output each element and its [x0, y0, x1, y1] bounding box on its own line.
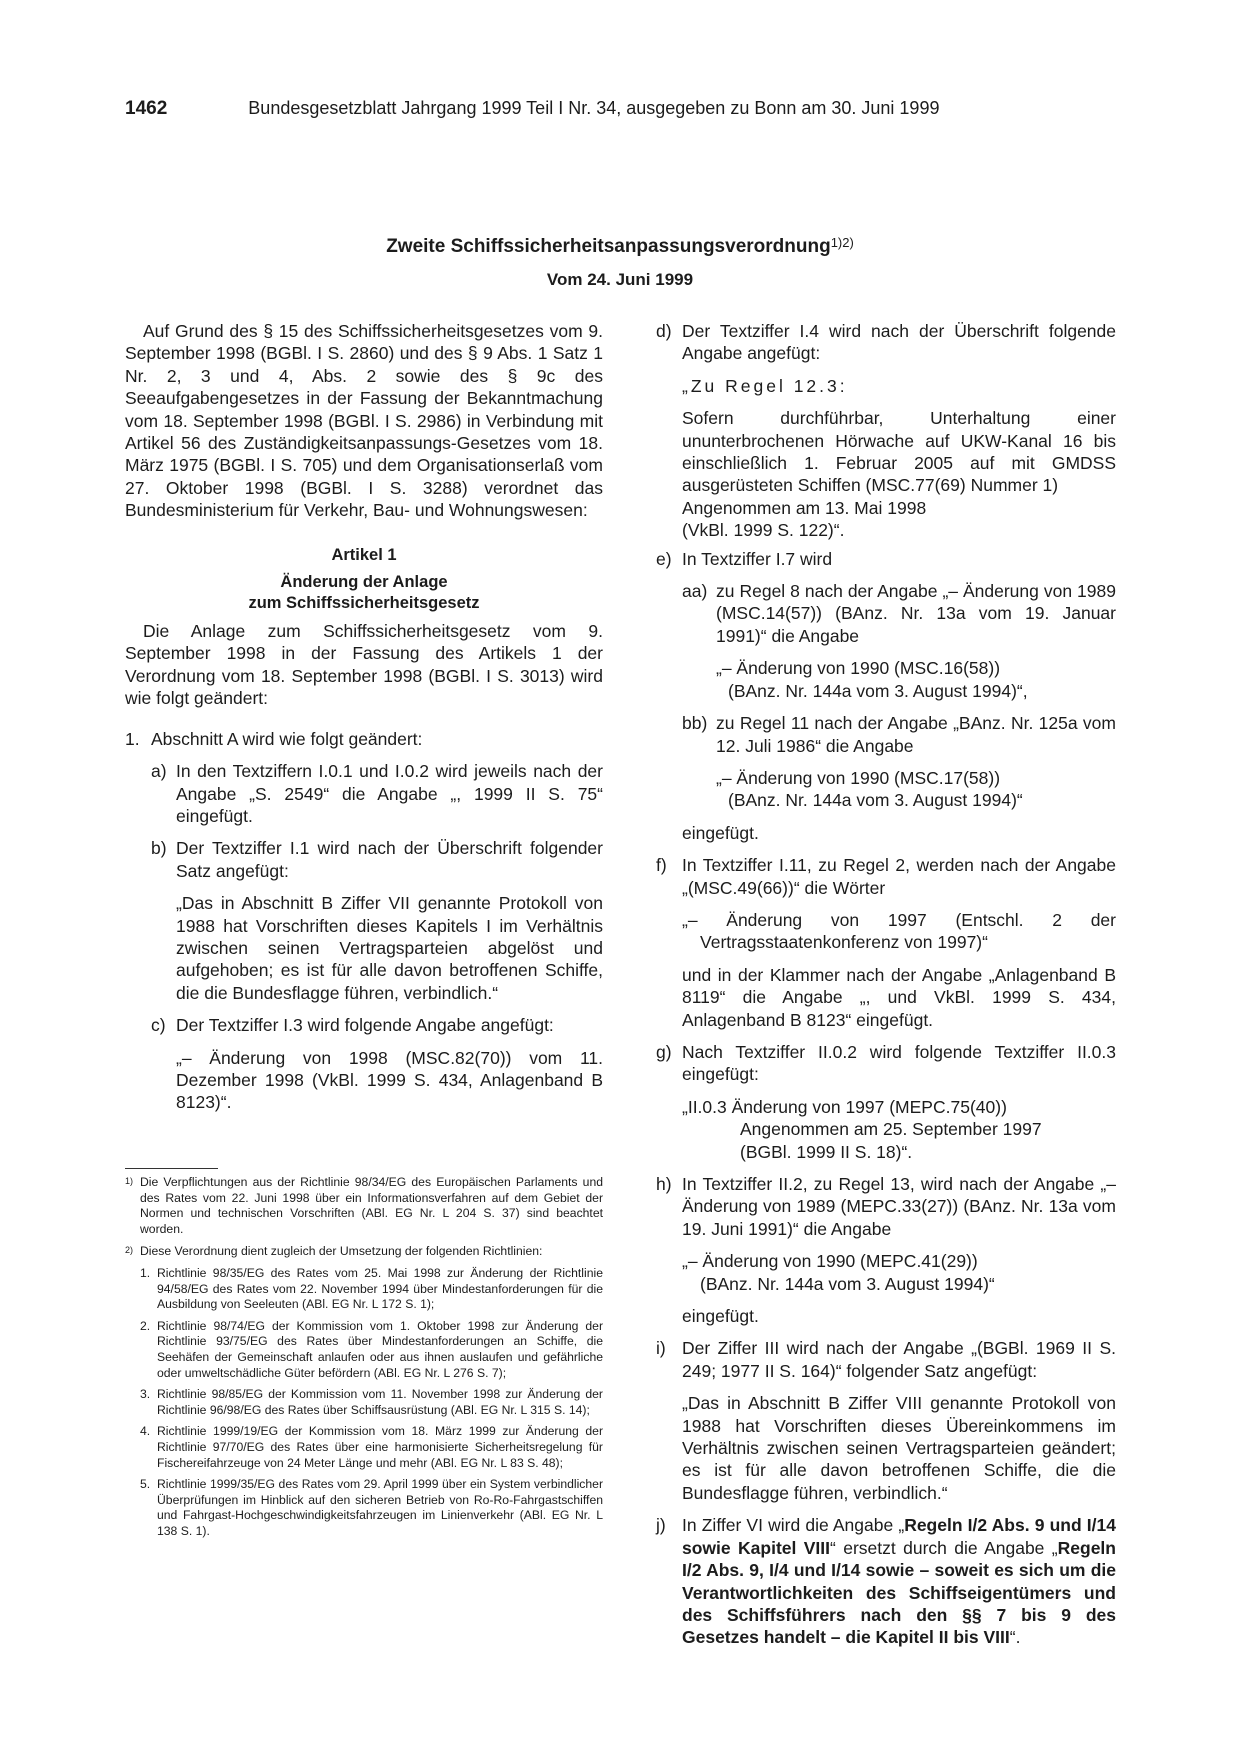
item-label: bb) — [682, 713, 708, 734]
list-item-1 — [125, 728, 603, 750]
footnote-list-number: 2. — [140, 1318, 151, 1333]
item-label: b) — [151, 838, 167, 859]
article-subheading-line2: zum Schiffssicherheitsgesetz — [248, 594, 480, 613]
list-item-c — [125, 1014, 603, 1036]
list-item-h — [656, 1173, 1116, 1240]
footnote-text: Die Verpflichtungen aus der Richtlinie 98/34/EG des Europäischen Parlaments und des Rates vom 22. Juni 1998 über ein Informationsverfahren auf dem Gebiet der Normen und technischen Vorschriften (ABl. EG Nr. L 204 S. 37) sind beachtet worden. — [140, 1175, 603, 1236]
page-number: 1462 — [125, 98, 168, 119]
quote-h-line: (BAnz. Nr. 144a vom 3. August 1994)“ — [700, 1273, 995, 1294]
document-title — [125, 230, 1115, 260]
footnote-list-item — [125, 1477, 603, 1539]
list-item-f — [656, 854, 1116, 899]
quote-g-line: (BGBl. 1999 II S. 18)“. — [740, 1141, 913, 1162]
item-text: In Textziffer I.7 wird — [682, 548, 833, 569]
list-item-b — [125, 837, 603, 882]
quote-aa-line: „– Änderung von 1990 (MSC.16(58)) — [716, 658, 1001, 679]
footnote-list-text: Richtlinie 1999/35/EG des Rates vom 29. April 1999 über ein System verbindlicher Überprüfungen im Hinblick auf den sicheren Betrieb von Ro-Ro-Fahrgastschiffen und Fahrgast-Hochgeschwindigkeitsfahrzeugen im Linienverkehr (ABl. EG Nr. L 138 S. 1). — [157, 1477, 603, 1538]
item-label: f) — [656, 855, 667, 876]
footnote-list-number: 3. — [140, 1387, 151, 1402]
item-text: Der Textziffer I.4 wird nach der Überschrift folgende Angabe angefügt: — [682, 321, 1116, 364]
list-item-i — [656, 1337, 1116, 1382]
item-j-new-reference: Regeln I/2 Abs. 9, I/4 und I/14 sowie – soweit es sich um die Verantwortlichkeiten des Schiffseigentümers und des Schiffsführers nach den §§ 7 bis 9 des Gesetzes handelt – die Kapitel II bis VIII — [682, 1537, 1116, 1648]
item-e-end: eingefügt. — [682, 822, 759, 843]
quote-bb-line: (BAnz. Nr. 144a vom 3. August 1994)“ — [728, 790, 1023, 811]
article-subheading — [125, 572, 603, 614]
list-item-e — [656, 548, 1116, 570]
item-text: Der Textziffer I.3 wird folgende Angabe angefügt: — [176, 1015, 554, 1036]
list-item-a — [125, 760, 603, 827]
list-item-g — [656, 1041, 1116, 1086]
item-j-old-reference: Regeln I/2 Abs. 9 und I/14 sowie Kapitel VIII — [682, 1515, 1116, 1558]
quote-d-line: (VkBl. 1999 S. 122)“. — [682, 520, 845, 541]
footnote-list-number: 5. — [140, 1477, 151, 1492]
item-h-end: eingefügt. — [682, 1306, 759, 1327]
title-footnote-refs: 1)2) — [830, 235, 854, 250]
item-label: 1. — [125, 728, 140, 749]
list-item-d — [656, 320, 1116, 365]
running-title: Bundesgesetzblatt Jahrgang 1999 Teil I Nr. 34, ausgegeben zu Bonn am 30. Juni 1999 — [248, 98, 940, 118]
item-text: Der Textziffer I.1 wird nach der Überschrift folgender Satz angefügt: — [176, 838, 603, 881]
footnote-list-number: 1. — [140, 1265, 151, 1280]
footnote-2 — [125, 1244, 603, 1260]
quote-h-line: „– Änderung von 1990 (MEPC.41(29)) — [682, 1251, 978, 1272]
item-label: j) — [656, 1515, 666, 1536]
footnote-list-item — [125, 1424, 603, 1471]
item-f-after: und in der Klammer nach der Angabe „Anlagenband B 8119“ die Angabe „, und VkBl. 1999 S. 434, Anlagenband B 8123“ eingefügt. — [682, 964, 1116, 1030]
footnotes — [125, 1175, 603, 1539]
quote-heading: „Zu Regel 12.3: — [682, 375, 848, 396]
item-label: e) — [656, 548, 672, 569]
footnote-1 — [125, 1175, 603, 1237]
footnote-list-number: 4. — [140, 1424, 151, 1439]
footnote-list-item — [125, 1387, 603, 1418]
quote-f: „– Änderung von 1997 (Entschl. 2 der Vertragsstaatenkonferenz von 1997)“ — [682, 909, 1116, 953]
item-text: In Textziffer II.2, zu Regel 13, wird nach der Angabe „– Änderung von 1989 (MEPC.33(27)) (BAnz. Nr. 13a vom 19. Juni 1991)“ die Angabe — [682, 1174, 1116, 1239]
item-j-text: “. — [1009, 1627, 1021, 1648]
item-text: In den Textziffern I.0.1 und I.0.2 wird jeweils nach der Angabe „S. 2549“ die Angabe „, 1999 II S. 75“ eingefügt. — [176, 761, 603, 826]
item-label: c) — [151, 1015, 166, 1036]
item-label: i) — [656, 1338, 666, 1359]
item-label: a) — [151, 761, 167, 782]
footnote-list-text: Richtlinie 98/35/EG des Rates vom 25. Mai 1998 zur Änderung der Richtlinie 94/58/EG des Rates vom 22. November 1994 über Mindestanforderungen für die Ausbildung von Seeleuten (ABl. EG Nr. L 172 S. 1); — [157, 1265, 603, 1312]
list-item-j — [656, 1514, 1116, 1648]
item-text: Nach Textziffer II.0.2 wird folgende Textziffer II.0.3 eingefügt: — [682, 1041, 1116, 1085]
footnote-rule — [125, 1168, 218, 1169]
footnote-label: 2) — [125, 1245, 134, 1256]
quote-g-line: Angenommen am 25. September 1997 — [740, 1119, 1042, 1140]
preamble: Auf Grund des § 15 des Schiffssicherheitsgesetzes vom 9. September 1998 (BGBl. I S. 2860) und des § 9 Abs. 1 Satz 1 Nr. 2, 3 und 4, Abs. 2 sowie des § 9c des Seeaufgabengesetzes in der Fassung der Bekanntmachung vom 18. September 1998 (BGBl. I S. 2986) in Verbindung mit Artikel 56 des Zuständigkeitsanpassungs-Gesetzes vom 18. März 1975 (BGBl. I S. 705) und dem Organisationserlaß vom 27. Oktober 1998 (BGBl. I S. 3288) verordnet das Bundesministerium für Verkehr, Bau- und Wohnungswesen: — [125, 321, 603, 521]
right-column — [656, 320, 1116, 1649]
quote-c: „– Änderung von 1998 (MSC.82(70)) vom 11. Dezember 1998 (VkBl. 1999 S. 434, Anlagenband B 8123)“. — [176, 1047, 603, 1113]
page-header — [125, 98, 939, 120]
footnote-list-item — [125, 1319, 603, 1381]
footnote-label: 1) — [125, 1176, 134, 1186]
item-j-text: “ ersetzt durch die Angabe „ — [830, 1537, 1058, 1558]
title-block — [125, 230, 1115, 290]
item-text: zu Regel 8 nach der Angabe „– Änderung von 1989 (MSC.14(57)) (BAnz. Nr. 13a vom 19. Januar 1991)“ die Angabe — [716, 581, 1116, 646]
quote-d-line: Angenommen am 13. Mai 1998 — [682, 497, 927, 518]
quote-b: „Das in Abschnitt B Ziffer VII genannte Protokoll von 1988 hat Vorschriften dieses Kapitels I im Verhältnis zwischen seinen Vertragsparteien abgelöst und aufgehoben; es ist für alle davon betroffenen Schiffe, die die Bundesflagge führen, verbindlich.“ — [176, 893, 603, 1003]
quote-bb-line: „– Änderung von 1990 (MSC.17(58)) — [716, 767, 1001, 788]
list-item-bb — [656, 712, 1116, 757]
item-text: In Textziffer I.11, zu Regel 2, werden nach der Angabe „(MSC.49(66))“ die Wörter — [682, 855, 1116, 898]
footnote-list-text: Richtlinie 1999/19/EG der Kommission vom 18. März 1999 zur Änderung der Richtlinie 97/70/EG des Rates über eine harmonisierte Sicherheitsregelung für Fischereifahrzeuge von 24 Meter Länge und mehr (ABl. EG Nr. L 83 S. 48); — [157, 1424, 603, 1470]
footnote-list-item — [125, 1266, 603, 1313]
item-label: aa) — [682, 581, 708, 602]
footnote-list-text: Richtlinie 98/74/EG der Kommission vom 1. Oktober 1998 zur Änderung der Richtlinie 93/75/EG des Rates über Mindestanforderungen an Schiffe, die Seehäfen der Gemeinschaft anlaufen oder aus ihnen auslaufen und gefährliche oder umweltschädliche Güter befördern (ABl. EG Nr. L 276 S. 7); — [157, 1318, 603, 1380]
item-label: d) — [656, 321, 672, 341]
item-text: Der Ziffer III wird nach der Angabe „(BGBl. 1969 II S. 249; 1977 II S. 164)“ folgender Satz angefügt: — [682, 1338, 1116, 1381]
item-label: h) — [656, 1174, 672, 1194]
footnote-list-text: Richtlinie 98/85/EG der Kommission vom 11. November 1998 zur Änderung der Richtlinie 96/98/EG des Rates über Schiffsausrüstung (ABl. EG Nr. L 315 S. 14); — [157, 1387, 603, 1417]
quote-i: „Das in Abschnitt B Ziffer VIII genannte Protokoll von 1988 hat Vorschriften dieses Übereinkommens im Verhältnis zwischen seinen Vertragsparteien geändert; es ist für alle davon betroffenen Schiffe, die die Bundesflagge führen, verbindlich.“ — [682, 1393, 1116, 1503]
item-text: Abschnitt A wird wie folgt geändert: — [151, 728, 423, 749]
title-text: Zweite Schiffssicherheitsanpassungsverordnung — [386, 236, 831, 257]
footnote-text: Diese Verordnung dient zugleich der Umsetzung der folgenden Richtlinien: — [140, 1244, 543, 1259]
article-intro: Die Anlage zum Schiffssicherheitsgesetz vom 9. September 1998 in der Fassung des Artikels 1 der Verordnung vom 18. September 1998 (BGBl. I S. 3013) wird wie folgt geändert: — [125, 621, 603, 709]
item-text — [682, 1514, 1116, 1648]
list-item-aa — [656, 580, 1116, 647]
document-date: Vom 24. Juni 1999 — [546, 270, 694, 289]
article-subheading-line1: Änderung der Anlage — [280, 573, 448, 592]
quote-aa-line: (BAnz. Nr. 144a vom 3. August 1994)“, — [728, 680, 1028, 701]
item-j-text: In Ziffer VI wird die Angabe „ — [682, 1515, 905, 1536]
quote-d-body: Sofern durchführbar, Unterhaltung einer ununterbrochenen Hörwache auf UKW-Kanal 16 bis einschließlich 1. Februar 2005 auf mit GMDSS ausgerüsteten Schiffen (MSC.77(69) Nummer 1) — [682, 408, 1116, 496]
item-text: zu Regel 11 nach der Angabe „BAnz. Nr. 125a vom 12. Juli 1986“ die Angabe — [716, 713, 1116, 756]
quote-g-line: „II.0.3 Änderung von 1997 (MEPC.75(40)) — [682, 1096, 1007, 1117]
article-heading: Artikel 1 — [331, 545, 397, 564]
quote-d-head — [656, 375, 1116, 397]
left-column — [125, 320, 603, 1114]
item-label: g) — [656, 1041, 672, 1062]
